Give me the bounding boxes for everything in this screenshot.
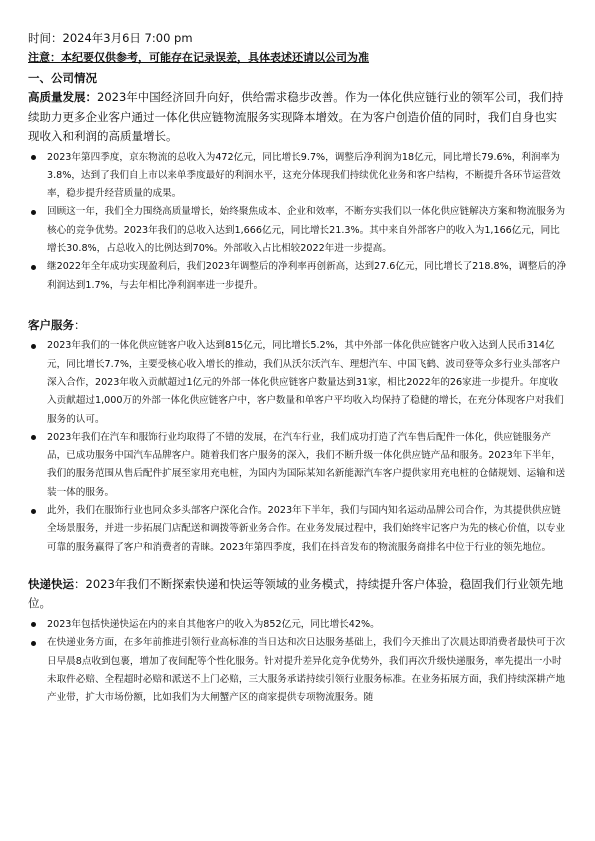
quality-bullet-list (28, 149, 567, 295)
list-item (28, 634, 567, 707)
bullet-icon (31, 435, 36, 440)
express-colon: ： (74, 576, 86, 591)
quality-label: 高质量发展： (28, 90, 97, 104)
bullet-icon (31, 265, 36, 270)
list-item (28, 203, 567, 258)
customer-bullet-list (28, 337, 567, 557)
list-item-text: 在快递业务方面，在多年前推进引领行业高标准的当日达和次日达服务基础上，我们今天推出了次晨达即消费者最快可于次日早晨8点收到包裹，增加了夜间配等个性化服务。针对提升差异化竞争优势外，我们再次升级快递服务，率先提出一小时未取件必赔、全程超时必赔和派送不上门必赔，三大服务承诺持续引领行业服务标准。在业务拓展方面，我们持续深耕产地产业带，扩大市场份额，比如我们为大闸蟹产区的商家提供专项物流服务。随 (47, 637, 566, 704)
express-label: 快递快运 (28, 576, 74, 591)
list-item-text: 2023年包括快递快运在内的来自其他客户的收入为852亿元，同比增长42%。 (47, 618, 380, 630)
customer-label: 客户服务 (28, 317, 74, 332)
quality-text: 2023年中国经济回升向好，供给需求稳步改善。作为一体化供应链行业的领军公司，我们持续助力更多企业客户通过一体化供应链物流服务实现降本增效。在为客户创造价值的同时，我们自身也实现收入和利润的高质量增长。 (28, 90, 564, 143)
meeting-time: 时间：2024年3月6日 7:00 pm (28, 31, 193, 45)
disclaimer-notice: 注意：本纪要仅供参考，可能存在记录误差，具体表述还请以公司为准 (28, 51, 369, 64)
express-paragraph (28, 575, 567, 614)
list-item-text: 此外，我们在服饰行业也同众多头部客户深化合作。2023年下半年，我们与国内知名运动品牌公司合作，为其提供供应链全场景服务，并进一步拓展门店配送和调拨等新业务合作。在业务发展过程中，我们始终牢记客户为先的核心价值，以专业可靠的服务赢得了客户和消费者的青睐。2023年第四季度，我们在抖音发布的物流服务商排名中位于行业的领先地位。 (47, 505, 566, 553)
list-item-text: 继2022年全年成功实现盈利后，我们2023年调整后的净利率再创新高，达到27.6亿元，同比增长了218.8%，调整后的净利润达到1.7%，与去年相比净利润率进一步提升。 (47, 261, 567, 291)
list-item (28, 258, 567, 295)
list-item-text: 回顾这一年，我们全力围绕高质量增长，始终聚焦成本、企业和效率，不断夯实我们以一体化供应链解决方案和物流服务为核心的竞争优势。2023年我们的总收入达到1,666亿元，同比增长21.3%。其中来自外部客户的收入为1,166亿元，同比增长30.8%，占总收入的比例达到70%。外部收入占比相较2022年进一步提高。 (47, 206, 566, 254)
list-item (28, 149, 567, 204)
customer-colon: ： (74, 317, 86, 332)
list-item (28, 337, 567, 428)
bullet-icon (31, 210, 36, 215)
express-text: 2023年我们不断探索快递和快运等领域的业务模式，持续提升客户体验，稳固我们行业领先地位。 (28, 576, 564, 611)
bullet-icon (31, 155, 36, 160)
customer-paragraph (28, 316, 567, 336)
bullet-icon (31, 344, 36, 349)
list-item (28, 616, 567, 634)
list-item (28, 429, 567, 502)
list-item-text: 2023年第四季度，京东物流的总收入为472亿元，同比增长9.7%，调整后净利润为18亿元，同比增长79.6%，利润率为3.8%，达到了我们自上市以来单季度最好的利润水平，这充分体现我们持续优化业务和客户结构，不断提升各环节运营效率，稳步提升经营质量的成果。 (47, 151, 561, 200)
bullet-icon (31, 641, 36, 646)
bullet-icon (31, 622, 36, 627)
section-gap (28, 557, 567, 574)
express-bullet-list (28, 616, 567, 707)
list-item-text: 2023年我们的一体化供应链客户收入达到815亿元，同比增长5.2%，其中外部一体化供应链客户收入达到人民币314亿元，同比增长7.7%，主要受核心收入增长的推动，我们从沃尔沃汽车、理想汽车、中国飞鹤、波司登等众多行业头部客户深入合作，2023年收入贡献超过1亿元的外部一体化供应链客户数量达到31家，相比2022年的26家进一步提升。年度收入贡献超过1,000万的外部一体化供应链客户中，客户数量和单客户平均收入均保持了稳健的增长，在充分体现客户对我们服务的认可。 (47, 340, 564, 425)
bullet-icon (31, 509, 36, 514)
section-heading-company: 一、公司情况 (28, 71, 97, 85)
section-gap (28, 295, 567, 315)
list-item (28, 502, 567, 557)
list-item-text: 2023年我们在汽车和服饰行业均取得了不错的发展，在汽车行业，我们成功打造了汽车售后配件一体化，供应链服务产品，已成功服务中国汽车品牌客户。随着我们客户服务的深入，我们不断升级一体化供应链产品和服务。2023年下半年，我们的服务范围从售后配件扩展至家用充电桩，为国内为国际某知名新能源汽车客户提供家用充电桩的仓储规划、运输和送装一体的服务。 (47, 431, 566, 498)
quality-paragraph (28, 88, 567, 147)
